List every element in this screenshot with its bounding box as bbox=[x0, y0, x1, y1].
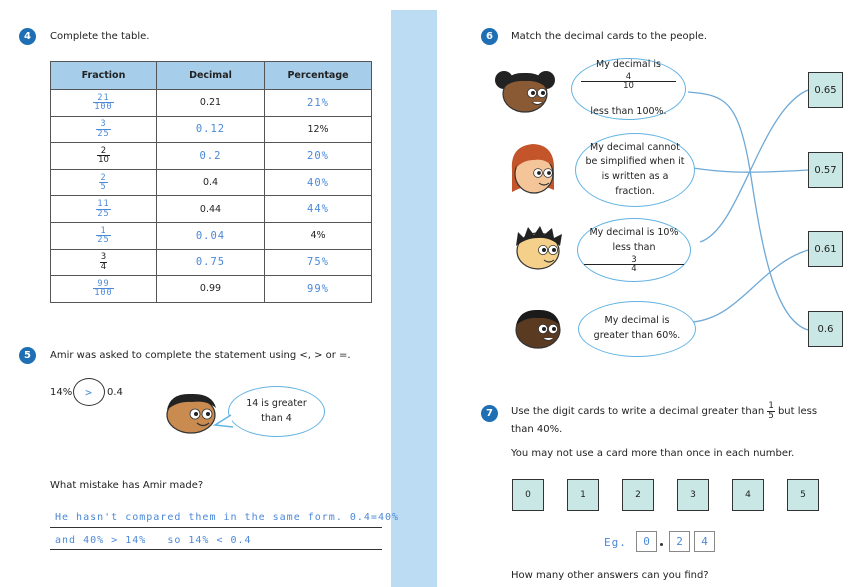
question-5-badge: 5 bbox=[19, 347, 36, 364]
fraction-table bbox=[50, 61, 372, 303]
example-label: Eg. bbox=[604, 536, 627, 549]
amir-speech-bubble: 14 is greater than 4 bbox=[228, 386, 325, 437]
percentage-cell: 4% bbox=[265, 222, 372, 249]
fraction-cell bbox=[51, 222, 157, 249]
fraction-value: $\frac{21}{100}$ bbox=[94, 92, 113, 113]
statement-left: 14% bbox=[50, 387, 73, 398]
question-7-rule: You may not use a card more than once in each number. bbox=[511, 448, 795, 459]
table-row bbox=[51, 116, 372, 143]
example-digit-2: 2 bbox=[669, 531, 690, 552]
answer-line-2 bbox=[50, 549, 382, 550]
percentage-cell: 75% bbox=[265, 249, 372, 276]
fraction-cell bbox=[51, 196, 157, 223]
bubble-person-3: My decimal is 10% less than 3 4 bbox=[577, 218, 691, 282]
percentage-cell: 44% bbox=[265, 196, 372, 223]
bubble-person-1: My decimal is 4 10 less than 100%. bbox=[571, 58, 686, 120]
table-row bbox=[51, 249, 372, 276]
fraction-cell bbox=[51, 143, 157, 170]
question-6-text: Match the decimal cards to the people. bbox=[511, 31, 708, 42]
decimal-card-3: 0.61 bbox=[808, 231, 843, 267]
decimal-cell: 0.12 bbox=[157, 116, 265, 143]
decimal-cell: 0.4 bbox=[157, 169, 265, 196]
question-4-text: Complete the table. bbox=[50, 31, 150, 42]
header-decimal: Decimal bbox=[157, 62, 265, 90]
fraction-value: $\frac{3}{25}$ bbox=[97, 119, 110, 139]
digit-card-3: 3 bbox=[677, 479, 709, 511]
example-digit-3: 4 bbox=[694, 531, 715, 552]
digit-card-2: 2 bbox=[622, 479, 654, 511]
answer-line-2-text: and 40% > 14% so 14% < 0.4 bbox=[55, 535, 252, 546]
amir-face-icon bbox=[162, 390, 220, 436]
percentage-cell: 21% bbox=[265, 90, 372, 117]
question-7-badge: 7 bbox=[481, 405, 498, 422]
matching-lines bbox=[680, 70, 810, 350]
example-digit-1: 0 bbox=[636, 531, 657, 552]
decimal-cell: 0.44 bbox=[157, 196, 265, 223]
table-row bbox=[51, 222, 372, 249]
header-fraction: Fraction bbox=[51, 62, 157, 90]
decimal-cell: 0.04 bbox=[157, 222, 265, 249]
fraction-cell bbox=[51, 276, 157, 303]
table-row bbox=[51, 196, 372, 223]
question-4-badge: 4 bbox=[19, 28, 36, 45]
decimal-card-4: 0.6 bbox=[808, 311, 843, 347]
digit-card-1: 1 bbox=[567, 479, 599, 511]
fraction-value: $\frac{2}{5}$ bbox=[100, 172, 107, 193]
table-row bbox=[51, 143, 372, 170]
percentage-cell: 99% bbox=[265, 276, 372, 303]
table-row bbox=[51, 90, 372, 117]
bubble-person-4: My decimal is greater than 60%. bbox=[578, 301, 696, 357]
digit-card-0: 0 bbox=[512, 479, 544, 511]
question-6-badge: 6 bbox=[481, 28, 498, 45]
question-7-text: Use the digit cards to write a decimal greater than $\frac{1}{5}$ but less than 40%. bbox=[511, 401, 818, 435]
header-percentage: Percentage bbox=[265, 62, 372, 90]
girl-curly-hair-icon bbox=[492, 66, 558, 116]
question-5-text: Amir was asked to complete the statement using <, > or =. bbox=[50, 350, 351, 361]
example-decimal-point bbox=[660, 543, 663, 546]
page-gutter bbox=[391, 10, 437, 587]
percentage-cell: 40% bbox=[265, 169, 372, 196]
decimal-cell: 0.99 bbox=[157, 276, 265, 303]
table-row bbox=[51, 276, 372, 303]
table-row bbox=[51, 169, 372, 196]
digit-card-4: 4 bbox=[732, 479, 764, 511]
fraction-value: $\frac{2}{10}$ bbox=[98, 145, 109, 166]
decimal-cell: 0.75 bbox=[157, 249, 265, 276]
question-7-footer: How many other answers can you find? bbox=[511, 570, 709, 581]
fraction-value: $\frac{1}{25}$ bbox=[97, 225, 110, 246]
boy-dark-skin-icon bbox=[510, 305, 566, 351]
fraction-cell bbox=[51, 116, 157, 143]
bubble-tail bbox=[213, 413, 235, 431]
decimal-card-1: 0.65 bbox=[808, 72, 843, 108]
percentage-cell: 20% bbox=[265, 143, 372, 170]
percentage-cell: 12% bbox=[265, 116, 372, 143]
answer-line-1-text: He hasn't compared them in the same form. 0.4=40% bbox=[55, 512, 400, 523]
boy-spiky-hair-icon bbox=[510, 224, 566, 272]
digit-card-5: 5 bbox=[787, 479, 819, 511]
fraction-cell bbox=[51, 169, 157, 196]
mistake-question: What mistake has Amir made? bbox=[50, 480, 204, 491]
fraction-cell bbox=[51, 249, 157, 276]
answer-line-1 bbox=[50, 527, 382, 528]
decimal-card-2: 0.57 bbox=[808, 152, 843, 188]
fraction-value: $\frac{99}{100}$ bbox=[94, 278, 113, 299]
fraction-cell bbox=[51, 90, 157, 117]
fraction-value: $\frac{11}{25}$ bbox=[97, 199, 110, 219]
decimal-cell: 0.2 bbox=[157, 143, 265, 170]
bubble-person-2: My decimal cannot be simplified when it is written as a fraction. bbox=[575, 133, 695, 207]
girl-red-hair-icon bbox=[508, 140, 558, 200]
comparison-symbol: > bbox=[85, 385, 93, 399]
fraction-value: $\frac{3}{4}$ bbox=[100, 252, 107, 272]
statement-right: 0.4 bbox=[107, 387, 123, 398]
decimal-cell: 0.21 bbox=[157, 90, 265, 117]
comparison-circle bbox=[73, 378, 105, 406]
